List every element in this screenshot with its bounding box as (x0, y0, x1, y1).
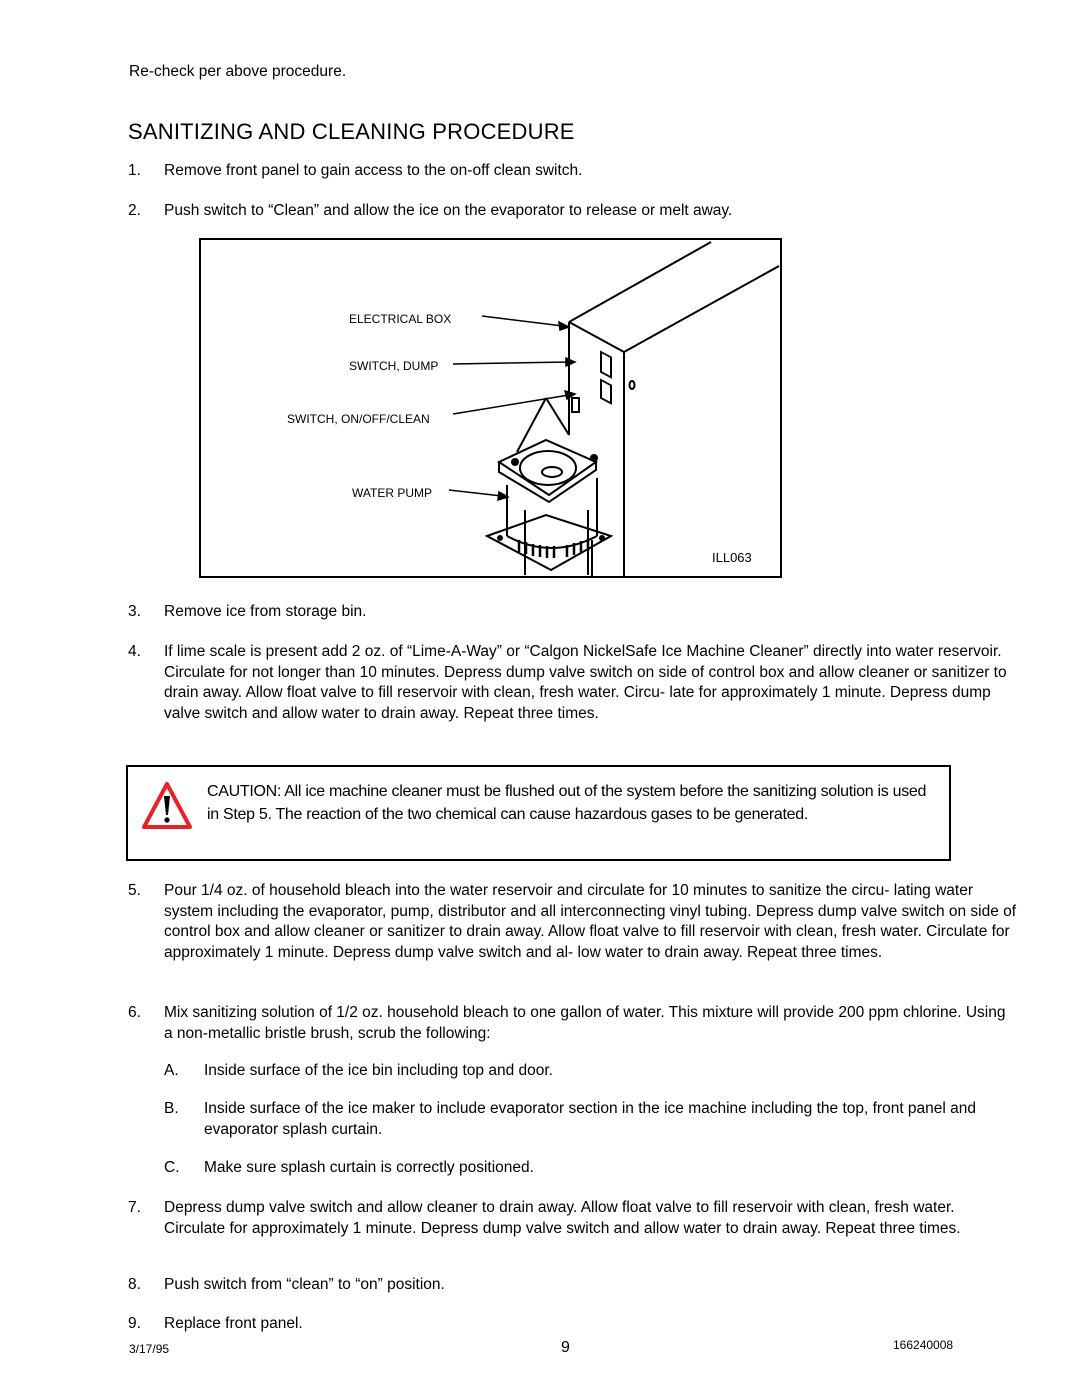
list-item (164, 1061, 1018, 1082)
substep-letter: B. (164, 1100, 179, 1117)
footer-date: 3/17/95 (129, 1342, 170, 1356)
step-number: 8. (128, 1276, 141, 1293)
water-pump-label: WATER PUMP (352, 486, 432, 500)
list-item (128, 1003, 1018, 1044)
step-number: 2. (128, 202, 141, 219)
list-item (128, 642, 1018, 724)
step-number: 9. (128, 1315, 141, 1332)
substep-text: Inside surface of the ice bin including top and door. (204, 1062, 553, 1079)
step-text: If lime scale is present add 2 oz. of “Lime-A-Way” or “Calgon NickelSafe Ice Machine Cleaner” directly into water reservoir. Circulate for not longer than 10 minutes. Depress dump valve switch on side of control box and allow cleaner or sanitizer to drain away. Allow float valve to fill reservoir with clean, fresh water. Circu- late for approximately 1 minute. Depress dump valve switch and allow water to drain away. Repeat three times. (164, 643, 1007, 722)
warning-triangle-icon (141, 781, 193, 831)
list-item (128, 1198, 1018, 1239)
step-text: Remove ice from storage bin. (164, 603, 367, 620)
step-text: Remove front panel to gain access to the on-off clean switch. (164, 162, 583, 179)
step-number: 7. (128, 1199, 141, 1216)
list-item (128, 1314, 1018, 1335)
document-number: 166240008 (893, 1338, 954, 1352)
step-text: Replace front panel. (164, 1315, 303, 1332)
list-item (128, 881, 1018, 963)
step-number: 5. (128, 882, 141, 899)
substep-letter: A. (164, 1062, 179, 1079)
illustration-id: ILL063 (712, 550, 752, 565)
list-item (164, 1158, 1018, 1179)
list-item (128, 602, 1018, 623)
substep-text: Make sure splash curtain is correctly positioned. (204, 1159, 534, 1176)
list-item (128, 161, 1018, 182)
list-item (128, 1275, 1018, 1296)
step-number: 3. (128, 603, 141, 620)
list-item (128, 201, 1018, 222)
step-number: 4. (128, 643, 141, 660)
switch-on-off-clean-label: SWITCH, ON/OFF/CLEAN (287, 412, 430, 426)
list-item (164, 1099, 1018, 1140)
substep-text: Inside surface of the ice maker to include evaporator section in the ice machine including the top, front panel and evaporator splash curtain. (204, 1100, 977, 1138)
caution-text: CAUTION: All ice machine cleaner must be flushed out of the system before the sanitizing solution is used in Step 5. The reaction of the two chemical can cause hazardous gases to be generated. (207, 783, 927, 823)
step-text: Mix sanitizing solution of 1/2 oz. household bleach to one gallon of water. This mixture will provide 200 ppm chlorine. Using a non-metallic bristle brush, scrub the following: (164, 1004, 1006, 1042)
electrical-box-label: ELECTRICAL BOX (349, 312, 452, 326)
step-number: 1. (128, 162, 141, 179)
page-title: SANITIZING AND CLEANING PROCEDURE (128, 119, 575, 144)
water-pump-illustration (199, 238, 782, 578)
page-number: 9 (561, 1339, 570, 1356)
step-text: Push switch to “Clean” and allow the ice on the evaporator to release or melt away. (164, 202, 733, 219)
step-text: Push switch from “clean” to “on” position. (164, 1276, 445, 1293)
intro-text: Re-check per above procedure. (129, 63, 347, 80)
illustration-drawing (201, 240, 782, 578)
step-text: Depress dump valve switch and allow cleaner to drain away. Allow float valve to fill reservoir with clean, fresh water. Circulate for approximately 1 minute. Depress dump valve switch and allow water to drain away. Repeat three times. (164, 1199, 961, 1237)
switch-dump-label: SWITCH, DUMP (349, 359, 439, 373)
substep-letter: C. (164, 1159, 180, 1176)
step-text: Pour 1/4 oz. of household bleach into the water reservoir and circulate for 10 minutes to sanitize the circu- lating water system including the evaporator, pump, distributor and all interconnecting vinyl tubing. Depress dump valve switch on side of control box and allow cleaner or sanitizer to drain away. Allow float valve to fill reservoir with clean, fresh water. Circulate for approximately 1 minute. Depress dump valve switch and al- low water to drain away. Repeat three times. (164, 882, 1017, 961)
step-number: 6. (128, 1004, 141, 1021)
caution-box (126, 765, 951, 861)
